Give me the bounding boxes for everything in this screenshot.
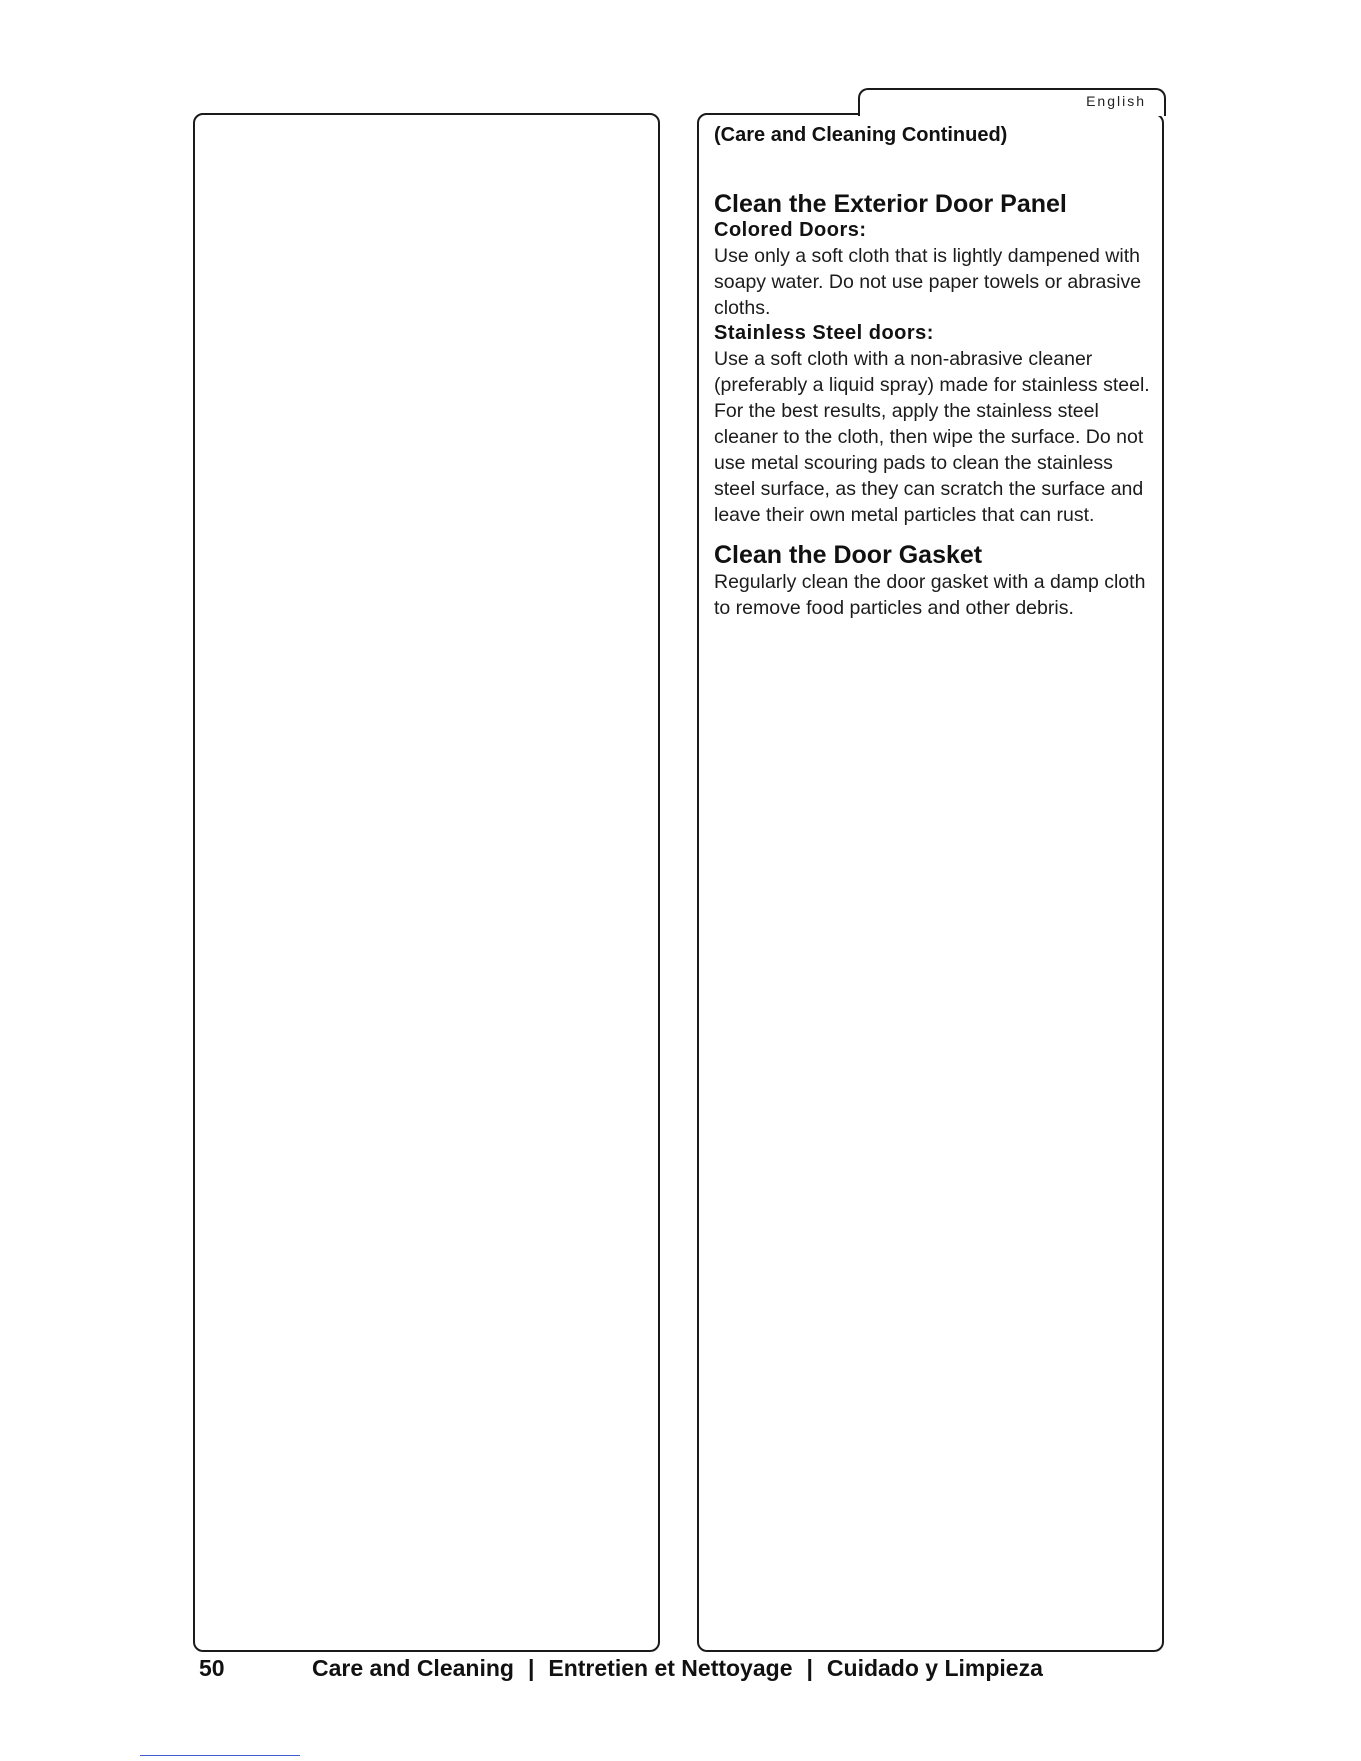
footer-title-spanish: Cuidado y Limpieza [826, 1655, 1043, 1681]
exterior-door-panel-heading: Clean the Exterior Door Panel [714, 190, 1067, 218]
right-column-content [714, 124, 1154, 621]
door-gasket-text: Regularly clean the door gasket with a damp cloth to remove food particles and other debris. [714, 571, 1146, 619]
footer-title-french: Entretien et Nettoyage [548, 1655, 793, 1681]
stainless-steel-doors-text: Use a soft cloth with a non-abrasive cleaner (preferably a liquid spray) made for stainless steel. For the best results, apply the stainless steel cleaner to the cloth, then wipe the surface. Do not use metal scouring pads to clean the stainless steel surface, as they can scratch the surface and leave their own metal particles that can rust. [714, 348, 1150, 526]
language-tab-label: English [1086, 93, 1146, 109]
footer-separator: | [806, 1655, 813, 1681]
footer-separator: | [527, 1655, 535, 1681]
language-tab [858, 88, 1166, 116]
colored-doors-text: Use only a soft cloth that is lightly dampened with soapy water. Do not use paper towels or abrasive cloths. [714, 245, 1142, 319]
bottom-divider [140, 1755, 300, 1756]
footer-title-english: Care and Cleaning [312, 1655, 514, 1681]
stainless-steel-doors-subheading: Stainless Steel doors: [714, 322, 934, 344]
door-gasket-heading: Clean the Door Gasket [714, 541, 983, 569]
page-footer [199, 1655, 1043, 1682]
section-spacer [714, 528, 1154, 542]
continued-header: (Care and Cleaning Continued) [714, 124, 1008, 146]
page-number: 50 [199, 1655, 225, 1681]
colored-doors-subheading: Colored Doors: [714, 219, 867, 241]
left-column-panel [193, 113, 660, 1652]
